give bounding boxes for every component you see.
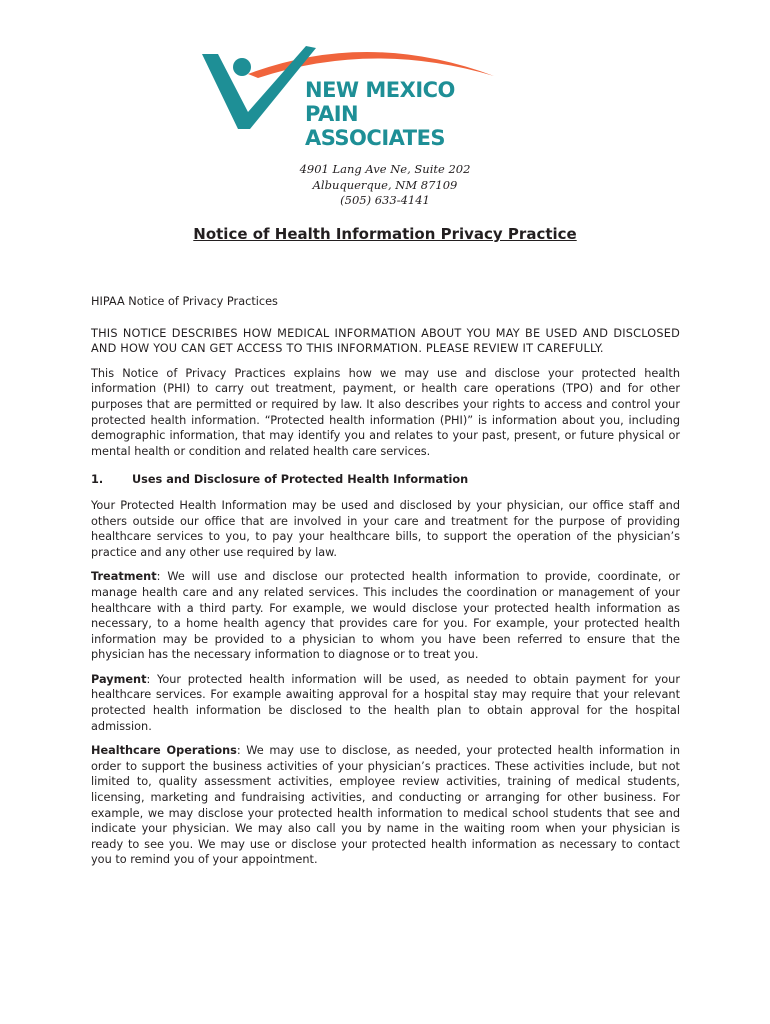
- practice-logo: [198, 34, 498, 150]
- address-phone: (505) 633-4141: [340, 193, 430, 207]
- logo-line-2: PAIN ASSOCIATES: [305, 102, 446, 150]
- section-1-heading: [91, 472, 680, 488]
- operations-paragraph: [91, 743, 680, 868]
- section-1-number: 1.: [91, 473, 104, 487]
- section-1-title: Uses and Disclosure of Protected Health Information: [132, 473, 469, 487]
- treatment-text: : We will use and disclose our protected health information to provide, coordinate, or manage health care and any related services. This includes the coordination or management of your healthcare with a third party. For example, we would disclose your protected health information as necessary, to a home health agency that provides care for you. For example, your protected health information may be provided to a physician to whom you have been referred to ensure that the physician has the necessary information to diagnose or to treat you.: [91, 570, 680, 662]
- operations-text: : We may use to disclose, as needed, your protected health information in order to support the business activities of your physician’s practices. These activities include, but not limited to, quality assessment activities, employee review activities, training of medical students, licensing, marketing and fundraising activities, and conducting or arranging for other business. For example, we may disclose your protected health information to medical school students that see and indicate your physician. We may also call you by name in the waiting room when your physician is ready to see you. We may use or disclose your protected health information as necessary to contact you to remind you of your appointment.: [91, 744, 680, 867]
- logo-line-1: NEW MEXICO: [305, 78, 455, 102]
- document-title: Notice of Health Information Privacy Practice: [193, 225, 577, 243]
- notice-warning: THIS NOTICE DESCRIBES HOW MEDICAL INFORMATION ABOUT YOU MAY BE USED AND DISCLOSED AND HOW YOU CAN GET ACCESS TO THIS INFORMATION. PLEASE REVIEW IT CAREFULLY.: [91, 326, 680, 356]
- payment-text: : Your protected health information will be used, as needed to obtain payment for your healthcare services. For example awaiting approval for a hospital stay may require that your relevant protected health information be disclosed to the health plan to obtain approval for the hospital admission.: [91, 672, 680, 733]
- treatment-label: Treatment: [91, 570, 157, 584]
- payment-label: Payment: [91, 672, 147, 686]
- practice-address: [0, 162, 770, 209]
- address-city: Albuquerque, NM 87109: [312, 177, 458, 192]
- treatment-paragraph: [91, 569, 680, 663]
- operations-label: Healthcare Operations: [91, 744, 237, 758]
- hipaa-subheading: HIPAA Notice of Privacy Practices: [91, 295, 278, 308]
- document-body: [91, 294, 680, 877]
- address-street: 4901 Lang Ave Ne, Suite 202: [299, 162, 471, 176]
- intro-paragraph: This Notice of Privacy Practices explains how we may use and disclose your protected health information (PHI) to carry out treatment, payment, or health care operations (TPO) and for other purposes that are permitted or required by law. It also describes your rights to access and control your protected health information. “Protected health information (PHI)” is information about you, including demographic information, that may identify you and relates to your past, present, or future physical or mental health or condition and related health care services.: [91, 366, 680, 458]
- logo-wordmark: [305, 78, 498, 150]
- payment-paragraph: [91, 672, 680, 734]
- section-1-intro: Your Protected Health Information may be used and disclosed by your physician, our office staff and others outside our office that are involved in your care and treatment for the purpose of providing healthcare services to you, to pay your healthcare bills, to support the operation of the physician’s practice and any other use required by law.: [91, 498, 680, 559]
